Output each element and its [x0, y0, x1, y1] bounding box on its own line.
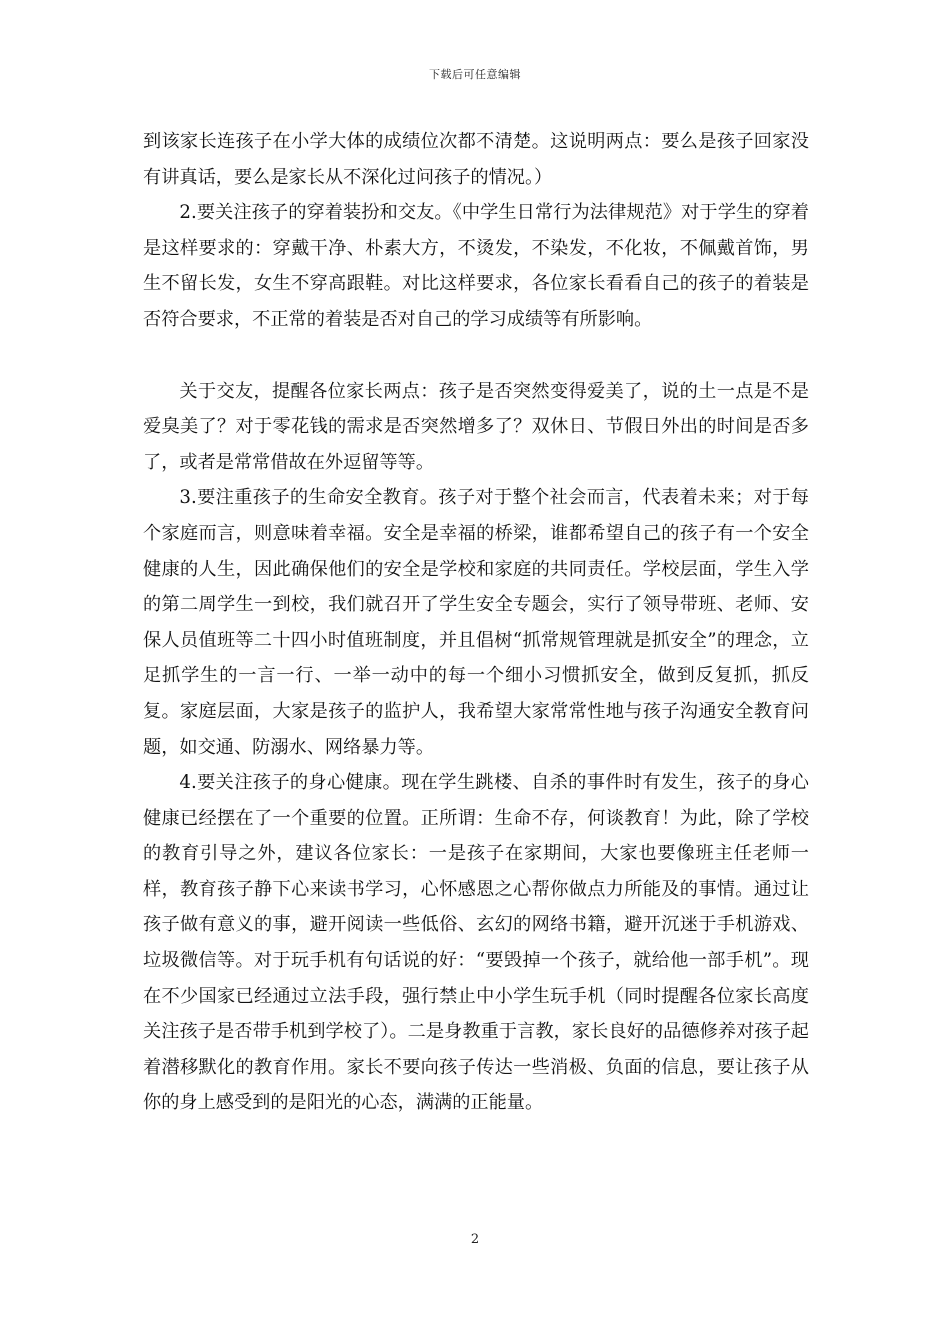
paragraph-section-3: 3.要注重孩子的生命安全教育。孩子对于整个社会而言，代表着未来；对于每个家庭而言，则意味着幸福。安全是幸福的桥梁，谁都希望自己的孩子有一个安全健康的人生，因此确保他们的安全是学校和家庭的共同责任。学校层面，学生入学的第二周学生一到校，我们就召开了学生安全专题会，实行了领导带班、老师、安保人员值班等二十四小时值班制度，并且倡树“抓常规管理就是抓安全”的理念，立足抓学生的一言一行、一举一动中的每一个细小习惯抓安全，做到反复抓，抓反复。家庭层面，大家是孩子的监护人，我希望大家常常性地与孩子沟通安全教育问题，如交通、防溺水、网络暴力等。	[143, 487, 809, 758]
document-body	[143, 124, 809, 1121]
paragraph-friendship: 关于交友，提醒各位家长两点：孩子是否突然变得爱美了，说的土一点是不是爱臭美了？对于零花钱的需求是否突然增多了？双休日、节假日外出的时间是否多了，或者是常常借故在外逗留等等。	[143, 380, 809, 473]
paragraph-gap	[143, 338, 809, 374]
paragraph-section-2: 2.要关注孩子的穿着装扮和交友。《中学生日常行为法律规范》对于学生的穿着是这样要求的：穿戴干净、朴素大方，不烫发，不染发，不化妆，不佩戴首饰，男生不留长发，女生不穿高跟鞋。对比这样要求，各位家长看看自己的孩子的着装是否符合要求，不正常的着装是否对自己的学习成绩等有所影响。	[143, 202, 809, 330]
paragraph-section-4: 4.要关注孩子的身心健康。现在学生跳楼、自杀的事件时有发生，孩子的身心健康已经摆在了一个重要的位置。正所谓：生命不存，何谈教育！为此，除了学校的教育引导之外，建议各位家长：一是孩子在家期间，大家也要像班主任老师一样，教育孩子静下心来读书学习，心怀感恩之心帮你做点力所能及的事情。通过让孩子做有意义的事，避开阅读一些低俗、玄幻的网络书籍，避开沉迷于手机游戏、垃圾微信等。对于玩手机有句话说的好：“要毁掉一个孩子，就给他一部手机”。现在不少国家已经通过立法手段，强行禁止中小学生玩手机（同时提醒各位家长高度关注孩子是否带手机到学校了）。二是身教重于言教，家长良好的品德修养对孩子起着潜移默化的教育作用。家长不要向孩子传达一些消极、负面的信息，要让孩子从你的身上感受到的是阳光的心态，满满的正能量。	[143, 772, 809, 1114]
page-header: 下载后可任意编辑	[429, 68, 521, 81]
page-number: 2	[470, 1232, 480, 1247]
paragraph-continuation: 到该家长连孩子在小学大体的成绩位次都不清楚。这说明两点：要么是孩子回家没有讲真话，要么是家长从不深化过问孩子的情况。）	[143, 131, 809, 188]
